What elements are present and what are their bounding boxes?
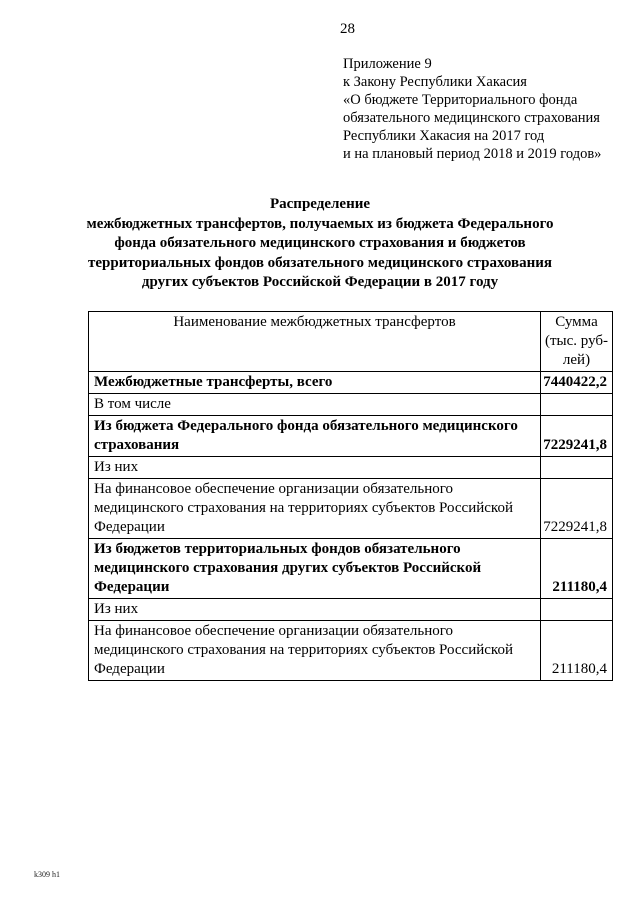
row-name: Межбюджетные трансферты, всего	[89, 371, 541, 393]
row-value: 7440422,2	[541, 371, 613, 393]
table-row	[89, 393, 613, 415]
row-value	[541, 598, 613, 620]
row-value: 7229241,8	[541, 478, 613, 538]
table-header-row	[89, 311, 613, 371]
row-value: 7229241,8	[541, 415, 613, 456]
row-name: Из бюджетов территориальных фондов обязательного медицинского страхования других субъектов Российской Федерации	[89, 538, 541, 598]
row-value: 211180,4	[541, 620, 613, 680]
appendix-line: Республики Хакасия на 2017 год	[343, 128, 545, 144]
row-name: Из них	[89, 598, 541, 620]
column-header-name: Наименование межбюджетных трансфертов	[89, 311, 541, 371]
appendix-block	[343, 55, 640, 163]
title-line: фонда обязательного медицинского страхования и бюджетов	[114, 235, 526, 251]
row-name: На финансовое обеспечение организации обязательного медицинского страхования на территориях субъектов Российской Федерации	[89, 620, 541, 680]
row-name: Из бюджета Федерального фонда обязательного медицинского страхования	[89, 415, 541, 456]
row-name: На финансовое обеспечение организации обязательного медицинского страхования на территориях субъектов Российской Федерации	[89, 478, 541, 538]
table-row	[89, 598, 613, 620]
appendix-line: к Закону Республики Хакасия	[343, 74, 527, 90]
table-row	[89, 620, 613, 680]
appendix-line: и на плановый период 2018 и 2019 годов»	[343, 146, 602, 162]
row-name: Из них	[89, 456, 541, 478]
page-number: 28	[340, 21, 355, 37]
title-line: территориальных фондов обязательного медицинского страхования	[88, 254, 552, 271]
row-value: 211180,4	[541, 538, 613, 598]
row-value	[541, 393, 613, 415]
table-row	[89, 538, 613, 598]
appendix-line: «О бюджете Территориального фонда	[343, 92, 578, 108]
title-line: межбюджетных трансфертов, получаемых из бюджета Федерального	[86, 215, 554, 232]
row-name: В том числе	[89, 393, 541, 415]
title-line: Распределение	[269, 196, 371, 212]
column-header-sum: Сумма (тыс. руб-лей)	[541, 311, 613, 371]
table-row	[89, 478, 613, 538]
title-line: других субъектов Российской Федерации в 2017 году	[141, 274, 499, 290]
appendix-line: обязательного медицинского страхования	[343, 110, 600, 126]
table-row	[89, 415, 613, 456]
footer-code: k309 h1	[34, 870, 60, 879]
appendix-line: Приложение 9	[343, 56, 432, 72]
document-title	[0, 195, 640, 293]
table-row	[89, 456, 613, 478]
table-row	[89, 371, 613, 393]
row-value	[541, 456, 613, 478]
transfers-table	[88, 311, 613, 681]
